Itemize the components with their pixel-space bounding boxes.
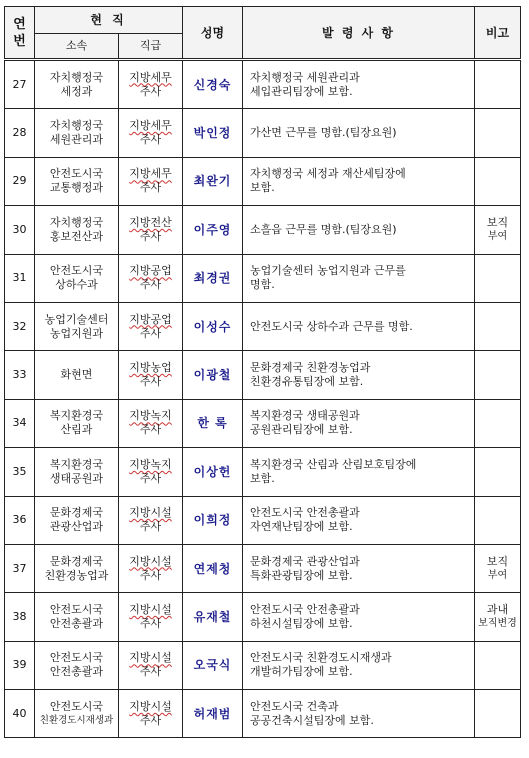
rank-line-2: 주사 — [139, 471, 162, 485]
department-line-1: 문화경제국 — [49, 554, 104, 568]
department-line-1: 복지환경국 — [49, 457, 104, 471]
row-number: 27 — [5, 60, 35, 109]
order-line-1: 안전도시국 안전총괄과 — [250, 602, 360, 616]
row-name: 오국식 — [183, 641, 243, 689]
order-line-1: 문화경제국 관광산업과 — [250, 554, 360, 568]
row-name: 연제청 — [183, 544, 243, 592]
row-rank — [119, 254, 183, 302]
row-note — [475, 109, 521, 157]
row-number: 29 — [5, 157, 35, 205]
department-line-1: 문화경제국 — [49, 506, 104, 520]
department-line-2: 교통행정과 — [49, 181, 104, 195]
order-line-2: 보함. — [250, 471, 275, 485]
rank-line-1: 지방공업 — [129, 264, 172, 278]
row-rank — [119, 496, 183, 544]
rank-line-2: 주사 — [139, 423, 162, 437]
row-name: 이성수 — [183, 302, 243, 350]
row-name: 최완기 — [183, 157, 243, 205]
header-name: 성명 — [183, 7, 243, 60]
department-line-1: 안전도시국 — [49, 264, 104, 278]
order-line-2: 공공건축시설팀장에 보함. — [250, 713, 374, 727]
rank-line-2: 주사 — [139, 713, 162, 727]
order-line-2: 하천시설팀장에 보함. — [250, 616, 353, 630]
row-rank — [119, 399, 183, 447]
table-row — [5, 496, 521, 544]
rank-line-1: 지방농업 — [129, 361, 172, 375]
department-line-1: 안전도시국 — [49, 699, 104, 713]
row-order — [243, 448, 475, 496]
row-note — [475, 206, 521, 254]
department-line-2: 산림과 — [60, 423, 93, 437]
department-line-2: 관광산업과 — [49, 520, 104, 534]
department-line-1: 자치행정국 — [49, 119, 104, 133]
row-name: 허재범 — [183, 690, 243, 738]
row-number: 34 — [5, 399, 35, 447]
row-note — [475, 60, 521, 109]
row-department — [35, 641, 119, 689]
rank-line-1: 지방시설 — [129, 602, 172, 616]
row-order — [243, 206, 475, 254]
row-name: 최경권 — [183, 254, 243, 302]
row-rank — [119, 351, 183, 399]
note-line-2: 보직변경 — [478, 617, 517, 629]
row-department — [35, 544, 119, 592]
order-line-2: 보함. — [250, 181, 275, 195]
note-line-2: 부여 — [487, 569, 508, 581]
order-line-1: 안전도시국 건축과 — [250, 699, 339, 713]
note-line-1: 과내 — [486, 602, 509, 616]
department-line-2: 세원관리과 — [49, 133, 104, 147]
rank-line-1: 지방전산 — [129, 215, 172, 229]
row-order — [243, 690, 475, 738]
order-line-1: 안전도시국 상하수과 근무를 명함. — [250, 319, 413, 333]
rank-line-2: 주사 — [139, 278, 162, 292]
row-name: 이광철 — [183, 351, 243, 399]
table-row — [5, 109, 521, 157]
note-line-2: 부여 — [487, 230, 508, 242]
order-line-1: 안전도시국 안전총괄과 — [250, 506, 360, 520]
rank-line-1: 지방녹지 — [129, 409, 172, 423]
row-number: 35 — [5, 448, 35, 496]
row-name: 박인정 — [183, 109, 243, 157]
row-department — [35, 206, 119, 254]
order-line-1: 복지환경국 생태공원과 — [250, 409, 360, 423]
department-line-2: 친환경도시재생과 — [39, 714, 114, 726]
department-line-1: 안전도시국 — [49, 651, 104, 665]
rank-line-1: 지방시설 — [129, 651, 172, 665]
department-line-2: 생태공원과 — [49, 471, 104, 485]
row-name: 한 록 — [183, 399, 243, 447]
table-row — [5, 399, 521, 447]
table-row — [5, 302, 521, 350]
department-line-2: 세정과 — [60, 84, 93, 98]
table-row — [5, 206, 521, 254]
row-rank — [119, 593, 183, 641]
department-line-1: 화현면 — [60, 368, 93, 382]
order-line-2: 개발허가팀장에 보함. — [250, 665, 353, 679]
row-rank — [119, 544, 183, 592]
row-number: 28 — [5, 109, 35, 157]
row-rank — [119, 448, 183, 496]
table-body — [5, 60, 521, 738]
department-line-2: 홍보전산과 — [49, 229, 104, 243]
row-number: 36 — [5, 496, 35, 544]
row-number: 31 — [5, 254, 35, 302]
row-order — [243, 641, 475, 689]
table-row — [5, 60, 521, 109]
department-line-1: 복지환경국 — [49, 409, 104, 423]
order-line-2: 친환경유통팀장에 보함. — [250, 375, 364, 389]
table-row — [5, 254, 521, 302]
rank-line-2: 주사 — [139, 229, 162, 243]
table-row — [5, 448, 521, 496]
row-number: 38 — [5, 593, 35, 641]
row-order — [243, 593, 475, 641]
rank-line-1: 지방녹지 — [129, 457, 172, 471]
header-note: 비고 — [475, 7, 521, 60]
row-department — [35, 109, 119, 157]
row-number: 40 — [5, 690, 35, 738]
order-line-1: 복지환경국 산림과 산림보호팀장에 — [250, 457, 417, 471]
row-name: 이주영 — [183, 206, 243, 254]
row-order — [243, 109, 475, 157]
department-line-1: 농업기술센터 — [44, 312, 109, 326]
row-order — [243, 496, 475, 544]
department-line-1: 안전도시국 — [49, 167, 104, 181]
row-note — [475, 157, 521, 205]
row-name: 신경숙 — [183, 60, 243, 109]
row-rank — [119, 60, 183, 109]
row-department — [35, 351, 119, 399]
department-line-2: 농업지원과 — [49, 326, 104, 340]
rank-line-2: 주사 — [139, 84, 162, 98]
row-note — [475, 593, 521, 641]
personnel-table — [4, 6, 521, 738]
rank-line-1: 지방시설 — [129, 554, 172, 568]
row-department — [35, 157, 119, 205]
row-order — [243, 399, 475, 447]
order-line-2: 특화관광팀장에 보함. — [250, 568, 353, 582]
row-number: 33 — [5, 351, 35, 399]
row-note — [475, 641, 521, 689]
table-row — [5, 593, 521, 641]
rank-line-2: 주사 — [139, 375, 162, 389]
rank-line-2: 주사 — [139, 520, 162, 534]
row-department — [35, 254, 119, 302]
rank-line-2: 주사 — [139, 181, 162, 195]
header-dept: 소속 — [35, 34, 119, 60]
row-order — [243, 302, 475, 350]
row-number: 32 — [5, 302, 35, 350]
order-line-2: 명함. — [250, 278, 275, 292]
order-line-1: 소흘읍 근무를 명함.(팀장요원) — [250, 222, 397, 236]
department-line-1: 자치행정국 — [49, 215, 104, 229]
row-rank — [119, 641, 183, 689]
row-department — [35, 399, 119, 447]
row-number: 30 — [5, 206, 35, 254]
table-row — [5, 641, 521, 689]
row-rank — [119, 302, 183, 350]
department-line-2: 안전총괄과 — [49, 616, 104, 630]
row-note — [475, 351, 521, 399]
row-number: 39 — [5, 641, 35, 689]
row-department — [35, 448, 119, 496]
order-line-1: 농업기술센터 농업지원과 근무를 — [250, 264, 406, 278]
row-rank — [119, 690, 183, 738]
order-line-2: 세입관리팀장에 보함. — [250, 84, 353, 98]
order-line-2: 자연재난팀장에 보함. — [250, 520, 353, 534]
row-note — [475, 690, 521, 738]
department-line-2: 상하수과 — [55, 278, 98, 292]
department-line-2: 친환경농업과 — [44, 568, 109, 582]
rank-line-2: 주사 — [139, 616, 162, 630]
table-row — [5, 351, 521, 399]
rank-line-1: 지방세무 — [129, 167, 172, 181]
row-note — [475, 496, 521, 544]
order-line-1: 안전도시국 친환경도시재생과 — [250, 651, 392, 665]
order-line-1: 문화경제국 친환경농업과 — [250, 361, 371, 375]
rank-line-2: 주사 — [139, 568, 162, 582]
row-note — [475, 399, 521, 447]
rank-line-2: 주사 — [139, 133, 162, 147]
row-rank — [119, 206, 183, 254]
order-line-1: 자치행정국 세정과 재산세팀장에 — [250, 167, 406, 181]
rank-line-2: 주사 — [139, 665, 162, 679]
row-department — [35, 593, 119, 641]
header-no — [5, 7, 35, 60]
row-rank — [119, 109, 183, 157]
row-name: 이희정 — [183, 496, 243, 544]
header-rank: 직급 — [119, 34, 183, 60]
row-order — [243, 157, 475, 205]
department-line-2: 안전총괄과 — [49, 665, 104, 679]
order-line-1: 가산면 근무를 명함.(팀장요원) — [250, 126, 397, 140]
department-line-1: 자치행정국 — [49, 70, 104, 84]
table-row — [5, 690, 521, 738]
row-department — [35, 302, 119, 350]
row-department — [35, 496, 119, 544]
header-no-label: 연번 — [13, 16, 26, 49]
row-note — [475, 544, 521, 592]
rank-line-2: 주사 — [139, 326, 162, 340]
table-row — [5, 544, 521, 592]
row-rank — [119, 157, 183, 205]
row-note — [475, 254, 521, 302]
row-number: 37 — [5, 544, 35, 592]
rank-line-1: 지방공업 — [129, 312, 172, 326]
table-row — [5, 157, 521, 205]
row-note — [475, 302, 521, 350]
rank-line-1: 지방세무 — [129, 119, 172, 133]
note-line-1: 보직 — [486, 215, 509, 229]
row-order — [243, 351, 475, 399]
row-department — [35, 60, 119, 109]
row-order — [243, 544, 475, 592]
row-order — [243, 60, 475, 109]
department-line-1: 안전도시국 — [49, 602, 104, 616]
header-current: 현 직 — [35, 7, 183, 34]
row-note — [475, 448, 521, 496]
row-department — [35, 690, 119, 738]
rank-line-1: 지방세무 — [129, 70, 172, 84]
row-name: 이상헌 — [183, 448, 243, 496]
row-name: 유재철 — [183, 593, 243, 641]
rank-line-1: 지방시설 — [129, 506, 172, 520]
header-order: 발 령 사 항 — [243, 7, 475, 60]
rank-line-1: 지방시설 — [129, 699, 172, 713]
note-line-1: 보직 — [486, 554, 509, 568]
order-line-1: 자치행정국 세원관리과 — [250, 70, 360, 84]
order-line-2: 공원관리팀장에 보함. — [250, 423, 353, 437]
row-order — [243, 254, 475, 302]
